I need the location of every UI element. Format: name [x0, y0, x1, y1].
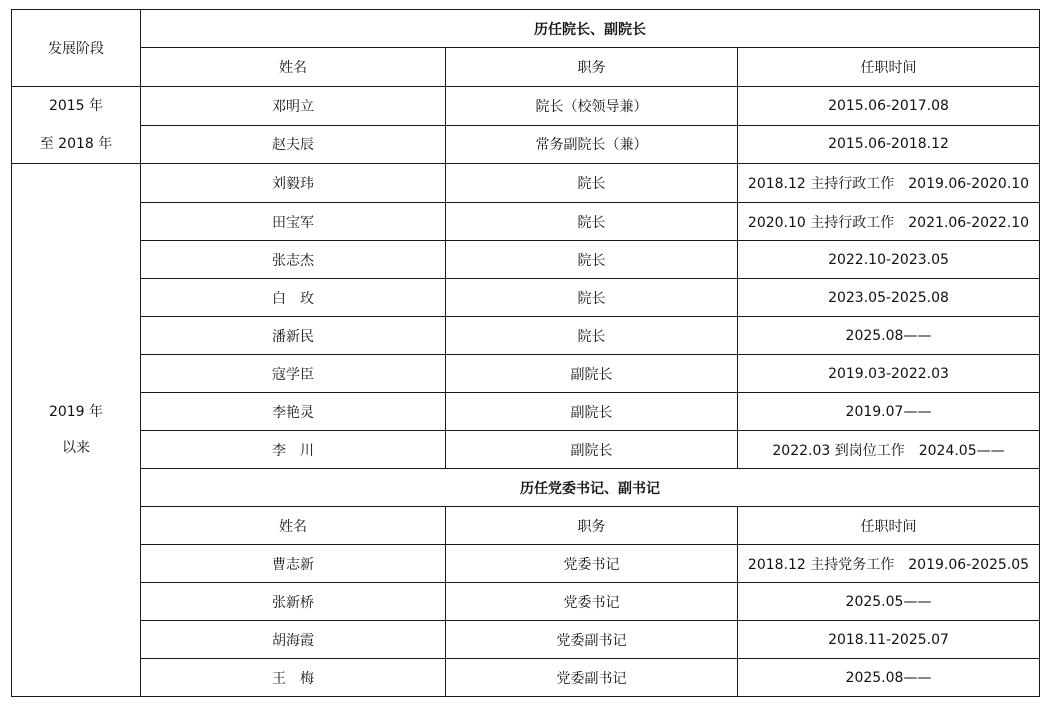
term-cell: 2015.06-2018.12	[738, 125, 1040, 164]
term-cell: 2019.03-2022.03	[738, 355, 1040, 393]
term-cell: 2018.12 主持党务工作 2019.06-2025.05	[738, 545, 1040, 583]
stage-2015-2018	[12, 87, 141, 164]
party-header-name: 姓名	[141, 507, 446, 545]
party-header-term: 任职时间	[738, 507, 1040, 545]
table-row	[12, 545, 1040, 583]
position-cell: 院长（校领导兼）	[446, 87, 738, 126]
name-cell: 张新桥	[141, 583, 446, 621]
term-cell: 2018.12 主持行政工作 2019.06-2020.10	[738, 164, 1040, 203]
term-cell: 2018.11-2025.07	[738, 621, 1040, 659]
table-row	[12, 279, 1040, 317]
table-row	[12, 203, 1040, 241]
name-cell: 王 梅	[141, 659, 446, 697]
name-cell: 邓明立	[141, 87, 446, 126]
table-row	[12, 87, 1040, 126]
stage-line: 2019 年	[48, 404, 104, 420]
table-row	[12, 241, 1040, 279]
term-cell: 2022.03 到岗位工作 2024.05——	[738, 431, 1040, 469]
name-cell: 刘毅玮	[141, 164, 446, 203]
table-row	[12, 621, 1040, 659]
term-cell: 2022.10-2023.05	[738, 241, 1040, 279]
name-cell: 田宝军	[141, 203, 446, 241]
name-cell: 赵夫辰	[141, 125, 446, 164]
stage-header-cell	[12, 10, 141, 87]
stage-line: 至 2018 年	[39, 136, 113, 152]
position-cell: 党委副书记	[446, 659, 738, 697]
stage-line: 2015 年	[48, 98, 104, 114]
position-cell: 院长	[446, 164, 738, 203]
stage-line: 以来	[62, 440, 90, 456]
name-cell: 寇学臣	[141, 355, 446, 393]
position-cell: 副院长	[446, 431, 738, 469]
table-row	[12, 355, 1040, 393]
position-cell: 党委书记	[446, 545, 738, 583]
position-cell: 院长	[446, 241, 738, 279]
table-row	[12, 393, 1040, 431]
deans-section-title: 历任院长、副院长	[141, 10, 1040, 48]
name-cell: 潘新民	[141, 317, 446, 355]
term-cell: 2025.05——	[738, 583, 1040, 621]
deans-header-term: 任职时间	[738, 48, 1040, 87]
term-cell: 2023.05-2025.08	[738, 279, 1040, 317]
position-cell: 党委书记	[446, 583, 738, 621]
term-cell: 2020.10 主持行政工作 2021.06-2022.10	[738, 203, 1040, 241]
table-row	[12, 431, 1040, 469]
table-row	[12, 317, 1040, 355]
position-cell: 院长	[446, 279, 738, 317]
position-cell: 院长	[446, 203, 738, 241]
leadership-table	[11, 9, 1040, 697]
party-header-position: 职务	[446, 507, 738, 545]
table-row	[12, 583, 1040, 621]
name-cell: 曹志新	[141, 545, 446, 583]
stage-2019-present	[12, 164, 141, 697]
term-cell: 2019.07——	[738, 393, 1040, 431]
table-row	[12, 659, 1040, 697]
name-cell: 张志杰	[141, 241, 446, 279]
deans-header-position: 职务	[446, 48, 738, 87]
position-cell: 院长	[446, 317, 738, 355]
name-cell: 白 玫	[141, 279, 446, 317]
term-cell: 2015.06-2017.08	[738, 87, 1040, 126]
name-cell: 李 川	[141, 431, 446, 469]
name-cell: 胡海霞	[141, 621, 446, 659]
deans-header-name: 姓名	[141, 48, 446, 87]
position-cell: 常务副院长（兼）	[446, 125, 738, 164]
table-row	[12, 164, 1040, 203]
party-section-title: 历任党委书记、副书记	[141, 469, 1040, 507]
table-row	[12, 125, 1040, 164]
term-cell: 2025.08——	[738, 659, 1040, 697]
name-cell: 李艳灵	[141, 393, 446, 431]
position-cell: 副院长	[446, 355, 738, 393]
term-cell: 2025.08——	[738, 317, 1040, 355]
stage-header: 发展阶段	[48, 41, 104, 57]
position-cell: 副院长	[446, 393, 738, 431]
position-cell: 党委副书记	[446, 621, 738, 659]
